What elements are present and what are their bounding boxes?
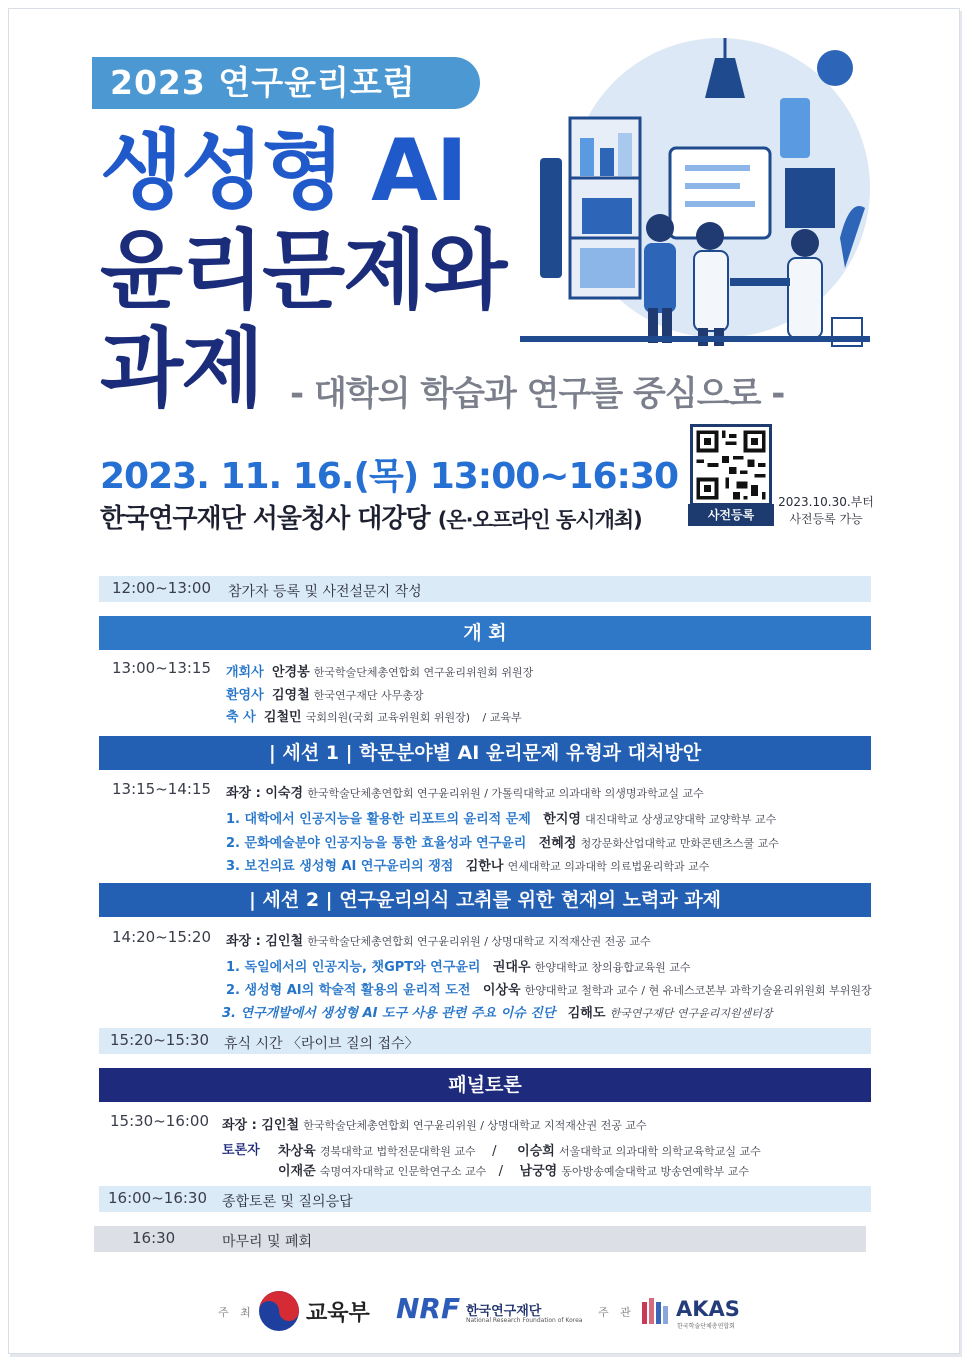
closing-time: 16:30 <box>132 1229 176 1247</box>
break-text: 휴식 시간 〈라이브 질의 접수〉 <box>224 1036 419 1052</box>
talk-speaker: 전혜정 <box>538 836 577 851</box>
nrf-korean-name: 한국연구재단 <box>466 1304 542 1319</box>
general-text: 종합토론 및 질의응답 <box>222 1194 353 1210</box>
chair-name: 김인철 <box>265 934 304 949</box>
opening-row <box>226 684 424 703</box>
discussant-org: 숙명여자대학교 인문학연구소 교수 <box>319 1165 487 1178</box>
panel-time: 15:30~16:00 <box>110 1112 210 1130</box>
opening-row <box>226 661 533 680</box>
talk-speaker: 한지영 <box>543 812 581 827</box>
talk-org: 한양대학교 철학과 교수 / 현 유네스코본부 과학기술윤리위원회 부위원장 <box>524 984 872 997</box>
closing-band <box>94 1226 866 1252</box>
chair-label: 좌장 : <box>226 934 266 949</box>
opening-name: 김영철 <box>271 688 310 703</box>
panel-chair <box>222 1114 647 1133</box>
event-datetime: 2023. 11. 16.(목) 13:00~16:30 <box>100 456 679 497</box>
opening-header: 개 회 <box>99 616 871 650</box>
talk-title: 3. 연구개발에서 생성형 AI 도구 사용 관련 주요 이슈 진단 <box>222 1006 556 1021</box>
session2-talk <box>222 1002 772 1021</box>
discussant-name: 남궁영 <box>519 1164 558 1179</box>
chair-name: 이숙경 <box>265 786 304 801</box>
chair-label: 좌장 : <box>222 1118 262 1133</box>
talk-org: 연세대학교 의과대학 의료법윤리학과 교수 <box>507 860 710 873</box>
prereg-note-line-2: 사전등록 가능 <box>789 512 863 526</box>
talk-speaker: 김한나 <box>465 859 504 874</box>
opening-extra: / 교육부 <box>482 711 522 724</box>
session2-time: 14:20~15:20 <box>112 928 212 946</box>
venue-note: (온·오프라인 동시개최) <box>437 508 642 532</box>
chair-org: 한국학술단체총연합회 연구윤리위원 / 상명대학교 지적재산권 전공 교수 <box>303 1119 647 1132</box>
talk-org: 한국연구재단 연구윤리지원센터장 <box>609 1007 773 1020</box>
opening-time: 13:00~13:15 <box>112 659 212 677</box>
session1-talk <box>226 808 776 827</box>
discussant-name: 이승희 <box>517 1144 555 1159</box>
session1-talk <box>226 832 779 851</box>
venue-main: 한국연구재단 서울청사 대강당 <box>100 504 430 534</box>
discussant-org: 동아방송예술대학교 방송연예학부 교수 <box>561 1165 749 1178</box>
opening-name: 김철민 <box>263 710 302 725</box>
lab-illustration <box>520 38 870 348</box>
nrf-english-name: National Research Foundation of Korea <box>466 1317 583 1324</box>
discussant-org: 서울대학교 의과대학 의학교육학교실 교수 <box>559 1145 761 1158</box>
break-time: 15:20~15:30 <box>110 1031 210 1049</box>
registration-time: 12:00~13:00 <box>112 579 212 597</box>
session2-talk <box>226 956 690 975</box>
akas-logo: AKAS <box>676 1297 740 1321</box>
talk-org: 대진대학교 상생교양대학 교양학부 교수 <box>585 813 777 826</box>
chair-org: 한국학술단체총연합회 연구윤리위원 / 가톨릭대학교 의과대학 의생명과학교실 교수 <box>307 787 704 800</box>
general-band <box>99 1186 871 1212</box>
discussant-label: 토론자 <box>222 1143 260 1158</box>
opening-org: 한국학술단체총연합회 연구윤리위원회 위원장 <box>313 666 534 679</box>
opening-role: 개회사 <box>226 665 264 680</box>
subtitle: - 대학의 학습과 연구를 중심으로 - <box>290 374 785 414</box>
opening-role: 환영사 <box>226 688 264 703</box>
chair-org: 한국학술단체총연합회 연구윤리위원 / 상명대학교 지적재산권 전공 교수 <box>307 935 651 948</box>
talk-speaker: 권대우 <box>492 960 531 975</box>
discussant-name: 차상육 <box>278 1144 316 1159</box>
organizer-label: 주 관 <box>598 1306 635 1319</box>
qr-code-icon[interactable] <box>690 424 772 506</box>
opening-name: 안경봉 <box>271 665 310 680</box>
event-venue <box>100 498 642 535</box>
opening-row <box>226 706 522 725</box>
general-time: 16:00~16:30 <box>108 1189 208 1207</box>
prereg-note <box>776 494 876 528</box>
session2-header: | 세션 2 | 연구윤리의식 고취를 위한 현재의 노력과 과제 <box>99 883 871 917</box>
discussant-org: 경북대학교 법학전문대학원 교수 <box>319 1145 476 1158</box>
talk-title: 2. 문화예술분야 인공지능을 통한 효율성과 연구윤리 <box>226 836 527 851</box>
break-band <box>99 1028 871 1054</box>
session1-chair <box>226 782 704 801</box>
session2-talk <box>226 979 872 998</box>
moe-emblem-icon <box>258 1290 300 1332</box>
discussant-row: 이재준 숙명여자대학교 인문학연구소 교수 / 남궁영 동아방송예술대학교 방송연예학부 교수 <box>278 1164 749 1179</box>
moe-name: 교육부 <box>306 1301 370 1326</box>
session1-talk <box>226 855 709 874</box>
opening-org: 한국연구재단 사무총장 <box>313 689 424 702</box>
registration-text: 참가자 등록 및 사전설문지 작성 <box>228 584 422 600</box>
nrf-logo: NRF <box>396 1292 461 1325</box>
akas-emblem-icon <box>642 1298 672 1324</box>
main-title-line-1: 생성형 AI <box>100 121 466 221</box>
talk-title: 2. 생성형 AI의 학술적 활용의 윤리적 도전 <box>226 983 471 998</box>
prereg-label: 사전등록 <box>688 504 774 526</box>
panel-header: 패널토론 <box>99 1068 871 1102</box>
talk-speaker: 이상욱 <box>482 983 521 998</box>
opening-role: 축 사 <box>226 710 256 725</box>
chair-label: 좌장 : <box>226 786 266 801</box>
session1-time: 13:15~14:15 <box>112 780 212 798</box>
talk-title: 1. 독일에서의 인공지능, 챗GPT와 연구윤리 <box>226 960 481 975</box>
discussant-row: 차상육 경북대학교 법학전문대학원 교수 / 이승희 서울대학교 의과대학 의학교육학교실 교수 <box>278 1144 761 1159</box>
discussant-name: 이재준 <box>278 1164 316 1179</box>
prereg-note-line-1: 2023.10.30.부터 <box>778 495 874 509</box>
talk-title: 1. 대학에서 인공지능을 활용한 리포트의 윤리적 문제 <box>226 812 531 827</box>
chair-name: 김인철 <box>261 1118 300 1133</box>
session1-header: | 세션 1 | 학문분야별 AI 윤리문제 유형과 대처방안 <box>99 736 871 770</box>
session2-chair <box>226 930 651 949</box>
talk-speaker: 김해도 <box>567 1006 606 1021</box>
talk-title: 3. 보건의료 생성형 AI 연구윤리의 쟁점 <box>226 859 454 874</box>
forum-title-pill: 2023 연구윤리포럼 <box>92 57 480 109</box>
talk-org: 한양대학교 창의융합교육원 교수 <box>534 961 691 974</box>
main-title-line-2: 윤리문제와 <box>100 221 506 321</box>
main-title-line-3: 과제 <box>100 319 263 419</box>
akas-korean-name: 한국학술단체총연합회 <box>677 1323 735 1330</box>
closing-text: 마무리 및 폐회 <box>222 1234 313 1250</box>
registration-band <box>99 576 871 602</box>
talk-org: 청강문화산업대학교 만화콘텐츠스쿨 교수 <box>580 837 779 850</box>
host-label: 주 최 <box>218 1306 255 1319</box>
opening-org: 국회의원(국회 교육위원회 위원장) <box>305 711 471 724</box>
